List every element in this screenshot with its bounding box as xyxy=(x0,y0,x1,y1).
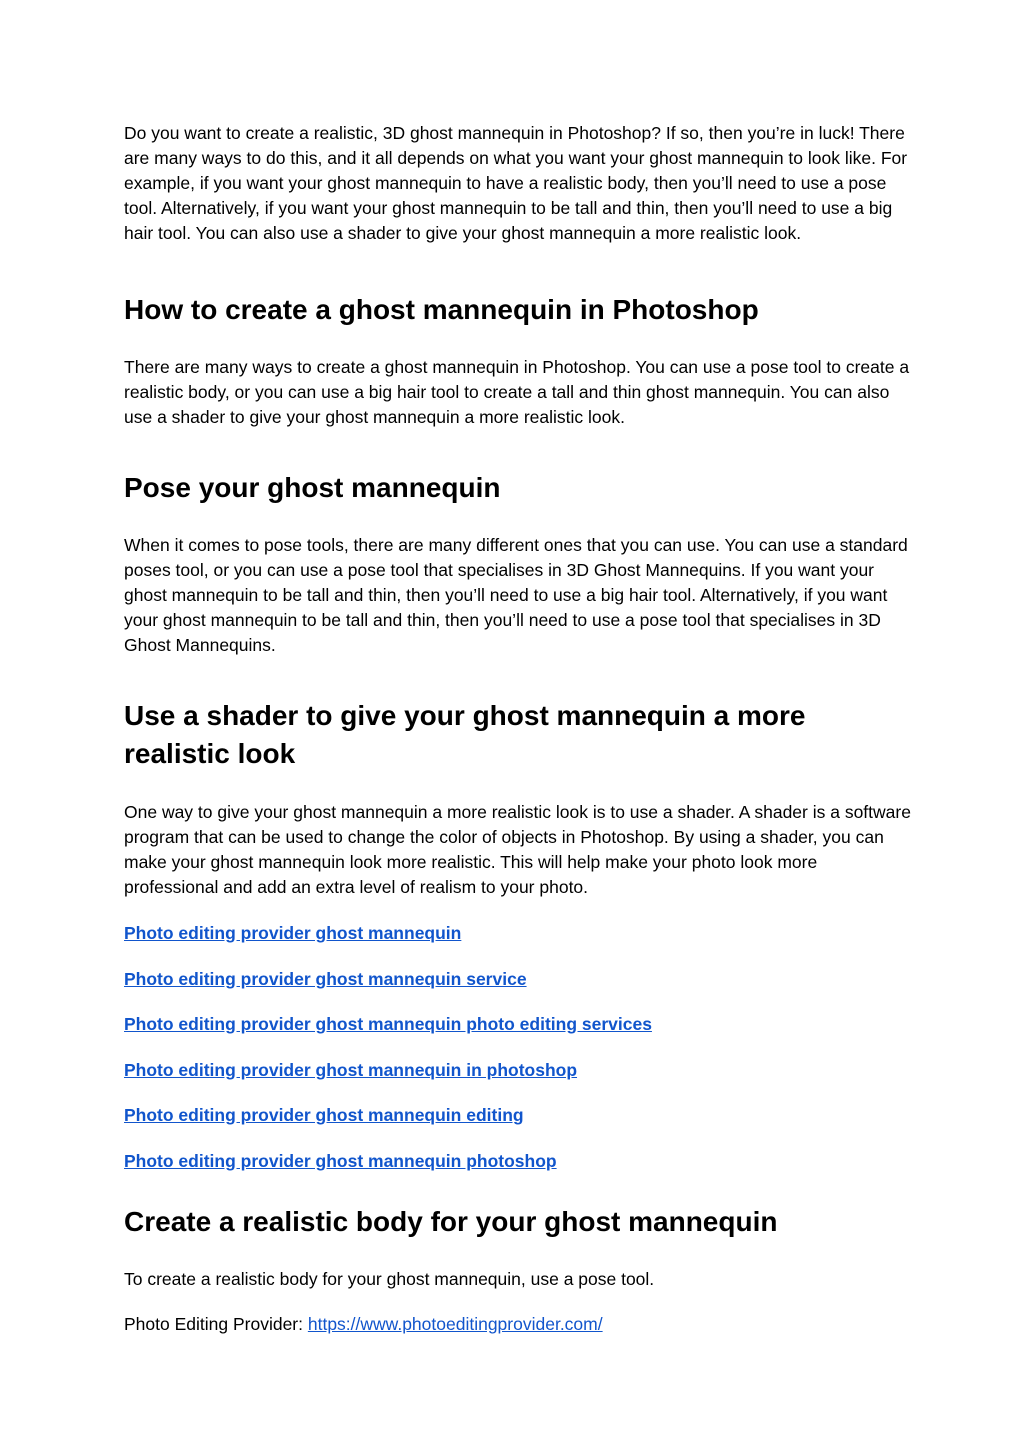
link-row xyxy=(124,1058,914,1083)
section-body-pose: When it comes to pose tools, there are many different ones that you can use. You can use a standard poses tool, or you can use a pose tool that specialises in 3D Ghost Mannequins. If you want your ghost mannequin to be tall and thin, then you’ll need to use a big hair tool. Alternatively, if you want your ghost mannequin to be tall and thin, then you’ll need to use a pose tool that specialises in 3D Ghost Mannequins. xyxy=(124,535,908,655)
footer-line xyxy=(124,1312,914,1337)
link-list xyxy=(124,921,914,1174)
section-body-body: To create a realistic body for your ghost mannequin, use a pose tool. xyxy=(124,1268,655,1289)
intro-paragraph: Do you want to create a realistic, 3D ghost mannequin in Photoshop? If so, then you’re in luck! There are many ways to do this, and it all depends on what you want your ghost mannequin to look like. For example, if you want your ghost mannequin to have a realistic body, then you’ll need to use a pose tool. Alternatively, if you want your ghost mannequin to be tall and thin, then you’ll need to use a big hair tool. You can also use a shader to give your ghost mannequin a more realistic look. xyxy=(124,123,908,243)
section-heading-create: How to create a ghost mannequin in Photoshop xyxy=(124,294,759,325)
link-row xyxy=(124,967,914,992)
link-ghost-mannequin-editing[interactable]: Photo editing provider ghost mannequin editing xyxy=(124,1105,524,1125)
provider-url-link[interactable]: https://www.photoeditingprovider.com/ xyxy=(307,1314,603,1334)
link-row xyxy=(124,1103,914,1128)
document-page xyxy=(124,121,914,1337)
link-ghost-mannequin-photoshop[interactable]: Photo editing provider ghost mannequin photoshop xyxy=(124,1150,557,1171)
section-heading-shader: Use a shader to give your ghost mannequin a more realistic look xyxy=(124,700,806,769)
link-ghost-mannequin-service[interactable]: Photo editing provider ghost mannequin service xyxy=(124,968,527,989)
section-heading-body: Create a realistic body for your ghost mannequin xyxy=(124,1205,778,1237)
link-ghost-mannequin-in-photoshop[interactable]: Photo editing provider ghost mannequin in photoshop xyxy=(124,1059,578,1080)
link-row xyxy=(124,1149,914,1174)
link-row xyxy=(124,921,914,946)
section-body-shader: One way to give your ghost mannequin a more realistic look is to use a shader. A shader is a software program that can be used to change the color of objects in Photoshop. By using a shader, you can make your ghost mannequin look more realistic. This will help make your photo look more professional and add an extra level of realism to your photo. xyxy=(124,802,911,897)
footer-label: Photo Editing Provider: xyxy=(124,1314,308,1334)
section-body-create: There are many ways to create a ghost mannequin in Photoshop. You can use a pose tool to create a realistic body, or you can use a big hair tool to create a tall and thin ghost mannequin. You can also use a shader to give your ghost mannequin a more realistic look. xyxy=(124,357,910,427)
link-row xyxy=(124,1012,914,1037)
section-heading-pose: Pose your ghost mannequin xyxy=(124,472,501,503)
link-ghost-mannequin[interactable]: Photo editing provider ghost mannequin xyxy=(124,923,462,943)
link-ghost-mannequin-photo-editing-services[interactable]: Photo editing provider ghost mannequin photo editing services xyxy=(124,1014,652,1034)
